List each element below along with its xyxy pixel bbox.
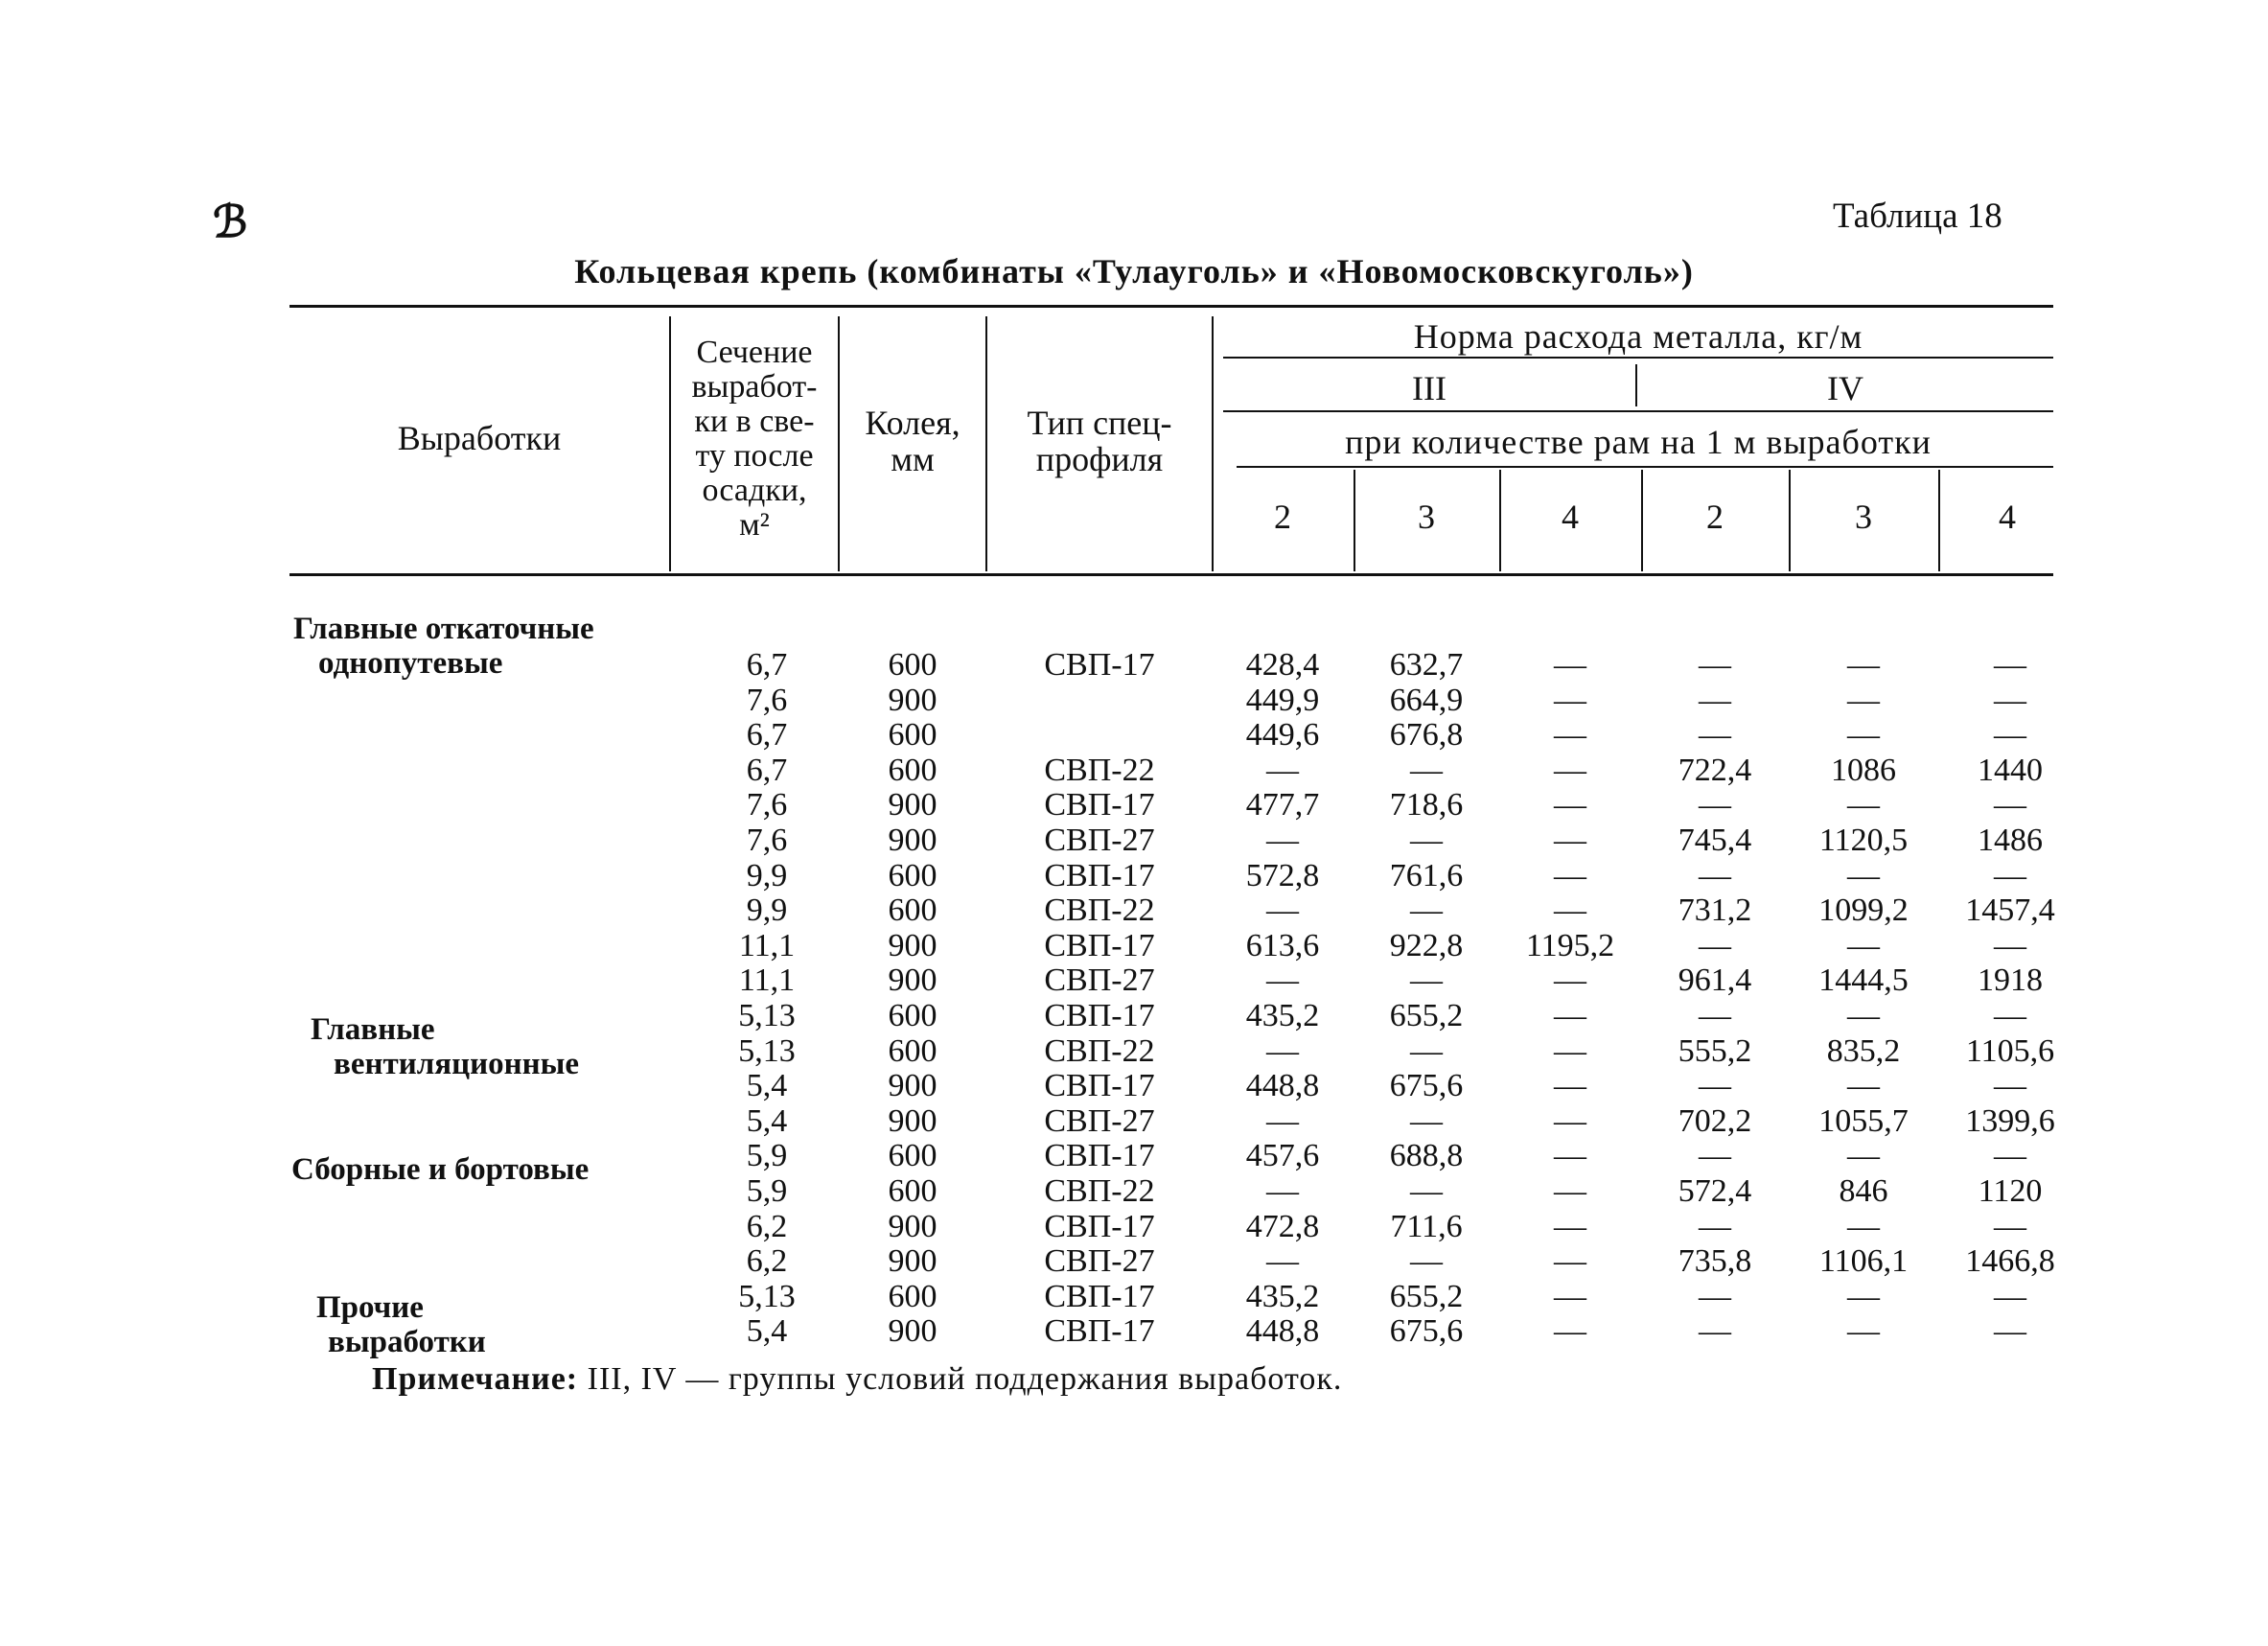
cell-section: 5,13 bbox=[738, 1032, 796, 1069]
cell-iii-2: 448,8 bbox=[1245, 1068, 1320, 1104]
cell-iv-3: — bbox=[1847, 1313, 1880, 1350]
cell-iii-2: 428,4 bbox=[1245, 647, 1320, 683]
cell-iii-4: — bbox=[1554, 682, 1586, 718]
header-gauge bbox=[840, 405, 985, 477]
cell-profile: СВП-27 bbox=[1044, 823, 1155, 858]
cell-profile: СВП-27 bbox=[1044, 962, 1155, 999]
header-workings: Выработки bbox=[397, 419, 562, 457]
header-sub: 3 bbox=[1418, 498, 1435, 536]
cell-iv-2: 702,2 bbox=[1678, 1102, 1752, 1139]
rule-header-bottom bbox=[289, 573, 2053, 576]
cell-iii-4: — bbox=[1554, 1173, 1586, 1209]
header-section-line: ки в све- bbox=[694, 404, 815, 439]
header-section-line: осадки, bbox=[702, 473, 807, 508]
cell-iii-4: 1195,2 bbox=[1525, 927, 1615, 963]
cell-iii-2: 477,7 bbox=[1245, 787, 1320, 823]
page-mark: ℬ bbox=[213, 197, 248, 246]
cell-section: 6,7 bbox=[746, 647, 788, 683]
cell-iii-3: 688,8 bbox=[1389, 1138, 1464, 1174]
cell-profile: СВП-17 bbox=[1044, 1138, 1155, 1174]
cell-iii-4: — bbox=[1554, 1278, 1586, 1314]
cell-iii-2: 435,2 bbox=[1245, 1278, 1320, 1314]
cell-section: 6,2 bbox=[746, 1243, 788, 1280]
cell-gauge: 600 bbox=[888, 717, 937, 753]
cell-profile: СВП-27 bbox=[1044, 1243, 1155, 1280]
cell-iii-3: — bbox=[1410, 893, 1443, 929]
header-sub: 4 bbox=[1999, 498, 2016, 536]
header-group-iv: IV bbox=[1827, 369, 1863, 407]
cell-iii-3: 675,6 bbox=[1389, 1313, 1464, 1350]
cell-iv-4: — bbox=[1994, 1313, 2026, 1350]
cell-profile: СВП-17 bbox=[1044, 1208, 1155, 1244]
cell-iv-2: — bbox=[1699, 1138, 1731, 1174]
cell-iii-2: — bbox=[1266, 1173, 1299, 1209]
cell-iii-4: — bbox=[1554, 1032, 1586, 1069]
table-row bbox=[0, 1104, 2268, 1139]
table-row bbox=[0, 1139, 2268, 1173]
cell-iv-3: — bbox=[1847, 1138, 1880, 1174]
cell-gauge: 600 bbox=[888, 857, 937, 893]
cell-iii-3: — bbox=[1410, 823, 1443, 858]
cell-section: 7,6 bbox=[746, 787, 788, 823]
cell-iv-3: 1444,5 bbox=[1818, 962, 1909, 999]
cell-iii-4: — bbox=[1554, 1313, 1586, 1350]
cell-iii-2: 472,8 bbox=[1245, 1208, 1320, 1244]
table-row bbox=[0, 1314, 2268, 1349]
header-profile-line: Тип спец- bbox=[1027, 404, 1172, 442]
cell-iii-4: — bbox=[1554, 787, 1586, 823]
table-row bbox=[0, 859, 2268, 893]
cell-iii-2: 613,6 bbox=[1245, 927, 1320, 963]
note-text: III, IV — группы условий поддержания выработок. bbox=[578, 1361, 1343, 1397]
header-section-line: ту после bbox=[695, 438, 814, 474]
cell-iv-3: — bbox=[1847, 927, 1880, 963]
header-profile-line: профиля bbox=[1035, 440, 1164, 478]
cell-gauge: 900 bbox=[888, 927, 937, 963]
cell-iv-4: — bbox=[1994, 717, 2026, 753]
cell-profile: СВП-17 bbox=[1044, 647, 1155, 683]
cell-iv-3: 1086 bbox=[1831, 752, 1896, 788]
table-row bbox=[0, 684, 2268, 718]
header-profile bbox=[987, 405, 1212, 477]
header-section-line: выработ- bbox=[691, 369, 818, 405]
header-norm: Норма расхода металла, кг/м bbox=[1413, 317, 1863, 356]
cell-iii-3: 632,7 bbox=[1389, 647, 1464, 683]
table-row bbox=[0, 1280, 2268, 1314]
rule-groups bbox=[1223, 410, 2053, 412]
cell-iv-4: 1440 bbox=[1978, 752, 2043, 788]
cell-section: 6,7 bbox=[746, 752, 788, 788]
cell-iv-3: — bbox=[1847, 998, 1880, 1033]
cell-section: 11,1 bbox=[738, 962, 796, 999]
cell-iii-4: — bbox=[1554, 717, 1586, 753]
group-label: однопутевые bbox=[318, 646, 503, 681]
table-row bbox=[0, 929, 2268, 963]
cell-iv-3: — bbox=[1847, 1278, 1880, 1314]
header-section-line: м² bbox=[739, 507, 770, 543]
cell-iii-4: — bbox=[1554, 752, 1586, 788]
table-row bbox=[0, 718, 2268, 753]
cell-iii-3: — bbox=[1410, 1102, 1443, 1139]
cell-iv-2: — bbox=[1699, 1313, 1731, 1350]
cell-profile: СВП-17 bbox=[1044, 1313, 1155, 1350]
cell-section: 5,4 bbox=[746, 1102, 788, 1139]
cell-iv-3: — bbox=[1847, 1068, 1880, 1104]
rule-top bbox=[289, 305, 2053, 308]
cell-iii-4: — bbox=[1554, 962, 1586, 999]
cell-section: 7,6 bbox=[746, 682, 788, 718]
cell-gauge: 900 bbox=[888, 1243, 937, 1280]
cell-iv-3: 1099,2 bbox=[1818, 893, 1909, 929]
group-label: Прочие bbox=[316, 1290, 424, 1325]
cell-profile: СВП-22 bbox=[1044, 1173, 1155, 1209]
cell-iii-3: — bbox=[1410, 1243, 1443, 1280]
cell-gauge: 900 bbox=[888, 1313, 937, 1350]
cell-iv-4: — bbox=[1994, 647, 2026, 683]
cell-iii-4: — bbox=[1554, 647, 1586, 683]
cell-iv-4: 1457,4 bbox=[1965, 893, 2055, 929]
cell-iii-3: 664,9 bbox=[1389, 682, 1464, 718]
cell-section: 9,9 bbox=[746, 893, 788, 929]
cell-profile: СВП-17 bbox=[1044, 927, 1155, 963]
cell-iii-3: 761,6 bbox=[1389, 857, 1464, 893]
cell-profile: СВП-17 bbox=[1044, 857, 1155, 893]
cell-section: 6,2 bbox=[746, 1208, 788, 1244]
cell-iv-4: 1918 bbox=[1978, 962, 2043, 999]
cell-section: 5,4 bbox=[746, 1068, 788, 1104]
header-frames: при количестве рам на 1 м выработки bbox=[1345, 423, 1932, 461]
table-row bbox=[0, 1174, 2268, 1209]
cell-iv-3: — bbox=[1847, 647, 1880, 683]
cell-gauge: 900 bbox=[888, 787, 937, 823]
cell-iv-3: 835,2 bbox=[1826, 1032, 1901, 1069]
cell-iv-4: — bbox=[1994, 1068, 2026, 1104]
cell-iv-3: 846 bbox=[1839, 1173, 1888, 1209]
cell-section: 5,4 bbox=[746, 1313, 788, 1350]
cell-iii-3: 675,6 bbox=[1389, 1068, 1464, 1104]
cell-iii-2: — bbox=[1266, 823, 1299, 858]
cell-gauge: 600 bbox=[888, 752, 937, 788]
cell-iv-3: — bbox=[1847, 682, 1880, 718]
cell-iii-2: — bbox=[1266, 1243, 1299, 1280]
cell-gauge: 900 bbox=[888, 1208, 937, 1244]
cell-iii-3: — bbox=[1410, 1173, 1443, 1209]
cell-profile: СВП-17 bbox=[1044, 1278, 1155, 1314]
cell-iii-3: — bbox=[1410, 1032, 1443, 1069]
cell-iii-3: 676,8 bbox=[1389, 717, 1464, 753]
cell-iii-3: 718,6 bbox=[1389, 787, 1464, 823]
cell-iv-2: — bbox=[1699, 717, 1731, 753]
table-row bbox=[0, 963, 2268, 998]
cell-profile: СВП-22 bbox=[1044, 752, 1155, 788]
group-label: выработки bbox=[328, 1325, 486, 1359]
cell-iv-2: 572,4 bbox=[1678, 1173, 1752, 1209]
cell-gauge: 900 bbox=[888, 1102, 937, 1139]
cell-iii-4: — bbox=[1554, 998, 1586, 1033]
cell-gauge: 600 bbox=[888, 1173, 937, 1209]
cell-iii-2: — bbox=[1266, 1032, 1299, 1069]
cell-section: 5,13 bbox=[738, 1278, 796, 1314]
rule-frames bbox=[1237, 466, 2053, 468]
cell-profile: СВП-17 bbox=[1044, 787, 1155, 823]
cell-iv-2: — bbox=[1699, 787, 1731, 823]
cell-iii-3: 922,8 bbox=[1389, 927, 1464, 963]
cell-iii-4: — bbox=[1554, 893, 1586, 929]
cell-section: 5,9 bbox=[746, 1138, 788, 1174]
cell-profile: СВП-17 bbox=[1044, 998, 1155, 1033]
cell-iv-2: — bbox=[1699, 927, 1731, 963]
cell-section: 11,1 bbox=[738, 927, 796, 963]
note bbox=[372, 1361, 1342, 1398]
cell-iii-2: — bbox=[1266, 752, 1299, 788]
cell-iv-2: 731,2 bbox=[1678, 893, 1752, 929]
table-row bbox=[0, 1034, 2268, 1069]
cell-section: 9,9 bbox=[746, 857, 788, 893]
cell-iv-4: 1466,8 bbox=[1965, 1243, 2055, 1280]
table-row bbox=[0, 823, 2268, 858]
cell-gauge: 600 bbox=[888, 647, 937, 683]
group-label: Сборные и бортовые bbox=[291, 1152, 590, 1187]
cell-iv-3: 1106,1 bbox=[1818, 1243, 1909, 1280]
cell-iv-2: 722,4 bbox=[1678, 752, 1752, 788]
table-row bbox=[0, 1069, 2268, 1103]
table-row bbox=[0, 648, 2268, 683]
cell-iii-3: 655,2 bbox=[1389, 1278, 1464, 1314]
cell-profile: СВП-22 bbox=[1044, 1032, 1155, 1069]
cell-iii-2: 435,2 bbox=[1245, 998, 1320, 1033]
cell-gauge: 600 bbox=[888, 893, 937, 929]
cell-gauge: 600 bbox=[888, 1278, 937, 1314]
table-row bbox=[0, 893, 2268, 928]
cell-iv-4: — bbox=[1994, 927, 2026, 963]
table-label: Таблица 18 bbox=[1833, 197, 2002, 236]
cell-iv-2: — bbox=[1699, 682, 1731, 718]
cell-iii-2: — bbox=[1266, 1102, 1299, 1139]
table-row bbox=[0, 1210, 2268, 1244]
table-row bbox=[0, 753, 2268, 788]
cell-iv-3: — bbox=[1847, 787, 1880, 823]
cell-profile: СВП-27 bbox=[1044, 1102, 1155, 1139]
cell-profile: СВП-17 bbox=[1044, 1068, 1155, 1104]
header-group-iii: III bbox=[1412, 369, 1446, 407]
header-gauge-line: Колея, bbox=[865, 404, 960, 442]
cell-gauge: 600 bbox=[888, 998, 937, 1033]
cell-iv-4: 1399,6 bbox=[1965, 1102, 2055, 1139]
header-sub: 3 bbox=[1855, 498, 1872, 536]
cell-iv-4: — bbox=[1994, 1138, 2026, 1174]
cell-iv-2: — bbox=[1699, 1068, 1731, 1104]
cell-iii-3: 711,6 bbox=[1390, 1208, 1463, 1244]
cell-iv-4: 1486 bbox=[1978, 823, 2043, 858]
cell-iv-2: 961,4 bbox=[1678, 962, 1752, 999]
cell-iii-2: 457,6 bbox=[1245, 1138, 1320, 1174]
header-section bbox=[671, 336, 838, 543]
group-label: Главные откаточные bbox=[293, 612, 594, 646]
cell-iii-4: — bbox=[1554, 1243, 1586, 1280]
cell-iii-4: — bbox=[1554, 1208, 1586, 1244]
cell-iv-3: — bbox=[1847, 857, 1880, 893]
table-row bbox=[0, 999, 2268, 1033]
cell-gauge: 600 bbox=[888, 1032, 937, 1069]
cell-iii-4: — bbox=[1554, 1138, 1586, 1174]
cell-iii-2: 449,9 bbox=[1245, 682, 1320, 718]
cell-section: 6,7 bbox=[746, 717, 788, 753]
table-row bbox=[0, 1244, 2268, 1279]
cell-section: 5,13 bbox=[738, 998, 796, 1033]
cell-iii-4: — bbox=[1554, 857, 1586, 893]
cell-iv-2: — bbox=[1699, 1208, 1731, 1244]
group-label: Главные bbox=[311, 1012, 435, 1047]
cell-iii-2: — bbox=[1266, 962, 1299, 999]
cell-section: 7,6 bbox=[746, 823, 788, 858]
cell-iv-4: — bbox=[1994, 1208, 2026, 1244]
cell-iii-3: — bbox=[1410, 752, 1443, 788]
header-gauge-line: мм bbox=[891, 440, 935, 478]
cell-profile: СВП-22 bbox=[1044, 893, 1155, 929]
cell-iii-2: — bbox=[1266, 893, 1299, 929]
cell-iv-3: — bbox=[1847, 717, 1880, 753]
cell-iii-2: 449,6 bbox=[1245, 717, 1320, 753]
cell-iv-2: — bbox=[1699, 1278, 1731, 1314]
cell-iv-4: — bbox=[1994, 787, 2026, 823]
cell-iii-2: 572,8 bbox=[1245, 857, 1320, 893]
cell-iv-2: 735,8 bbox=[1678, 1243, 1752, 1280]
header-section-line: Сечение bbox=[696, 335, 813, 370]
cell-iv-2: — bbox=[1699, 857, 1731, 893]
header-sub: 2 bbox=[1274, 498, 1291, 536]
cell-iii-4: — bbox=[1554, 1068, 1586, 1104]
cell-gauge: 900 bbox=[888, 962, 937, 999]
table-row bbox=[0, 788, 2268, 823]
cell-section: 5,9 bbox=[746, 1173, 788, 1209]
cell-gauge: 900 bbox=[888, 682, 937, 718]
cell-iii-4: — bbox=[1554, 823, 1586, 858]
cell-iii-3: — bbox=[1410, 962, 1443, 999]
cell-iv-4: — bbox=[1994, 682, 2026, 718]
note-label: Примечание: bbox=[372, 1361, 579, 1397]
cell-iv-4: — bbox=[1994, 857, 2026, 893]
cell-iv-4: — bbox=[1994, 1278, 2026, 1314]
cell-iii-3: 655,2 bbox=[1389, 998, 1464, 1033]
cell-iv-3: — bbox=[1847, 1208, 1880, 1244]
rule-norm bbox=[1223, 357, 2053, 359]
cell-iv-2: — bbox=[1699, 647, 1731, 683]
cell-iv-2: 745,4 bbox=[1678, 823, 1752, 858]
cell-gauge: 600 bbox=[888, 1138, 937, 1174]
cell-iv-2: 555,2 bbox=[1678, 1032, 1752, 1069]
cell-gauge: 900 bbox=[888, 1068, 937, 1104]
cell-iv-4: — bbox=[1994, 998, 2026, 1033]
cell-iv-4: 1120 bbox=[1978, 1173, 2043, 1209]
cell-iv-4: 1105,6 bbox=[1965, 1032, 2055, 1069]
cell-iii-4: — bbox=[1554, 1102, 1586, 1139]
cell-iii-2: 448,8 bbox=[1245, 1313, 1320, 1350]
cell-gauge: 900 bbox=[888, 823, 937, 858]
cell-iv-2: — bbox=[1699, 998, 1731, 1033]
header-sub: 2 bbox=[1706, 498, 1724, 536]
group-label: вентиляционные bbox=[334, 1047, 580, 1081]
header-sub: 4 bbox=[1562, 498, 1579, 536]
table-title: Кольцевая крепь (комбинаты «Тулауголь» и «Новомосковскуголь») bbox=[574, 252, 1694, 290]
cell-iv-3: 1120,5 bbox=[1818, 823, 1909, 858]
cell-iv-3: 1055,7 bbox=[1818, 1102, 1909, 1139]
